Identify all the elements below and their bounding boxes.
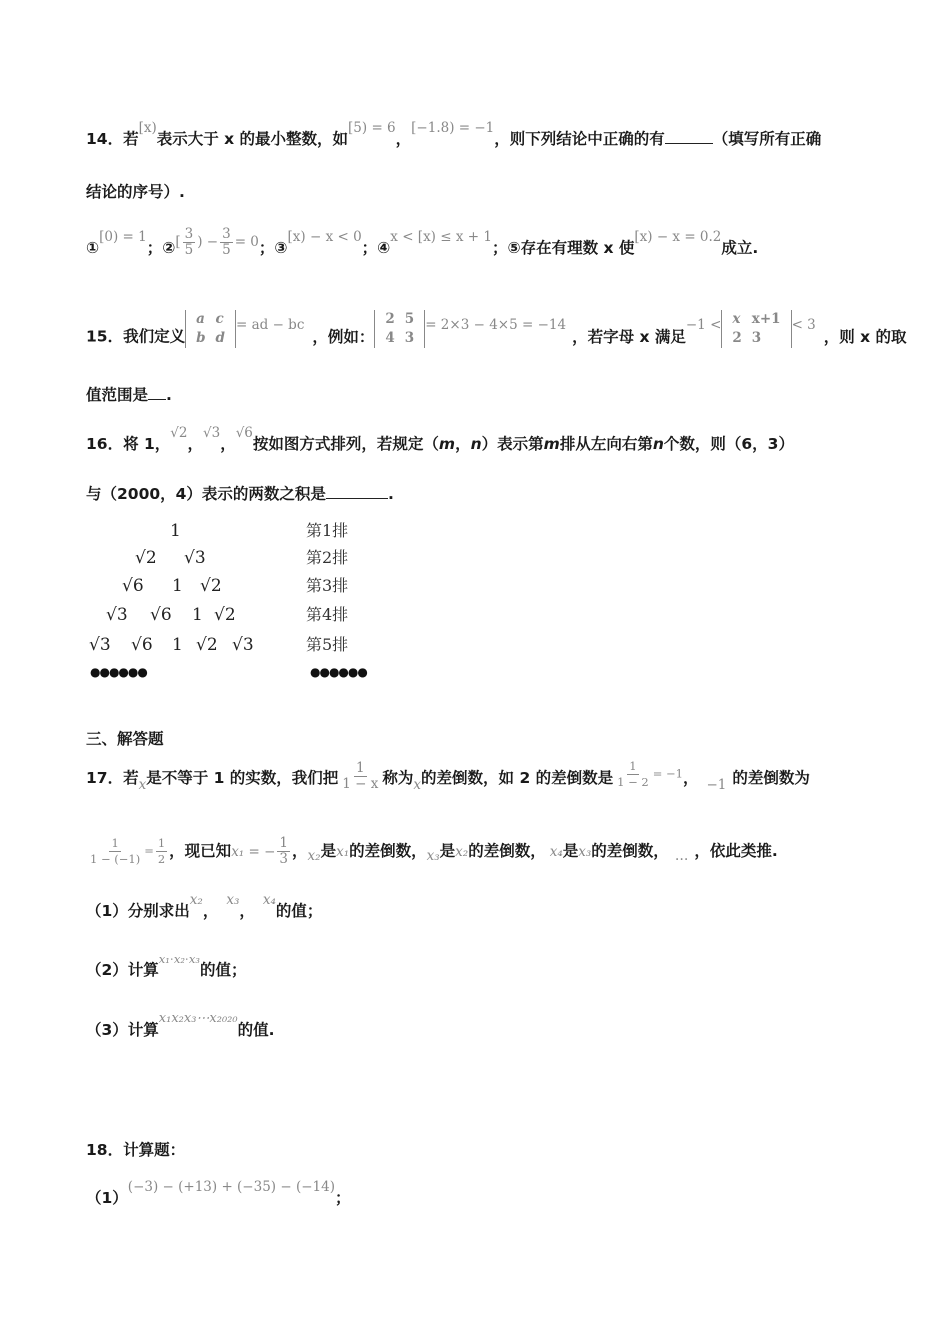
- q16-line-1: 16．将 1，√2，√3，√6按如图方式排列，若规定（m，n）表示第m排从左向右第n个数，则（6，3）: [86, 424, 794, 453]
- section-heading: 三、解答题: [86, 730, 164, 748]
- math-example-2: [−1.8) = −1: [411, 119, 495, 136]
- tri-r4-1: √3: [106, 605, 128, 625]
- q15-line-1: 15．我们定义 a c b d = ad − bc，例如： 2 5 4 3 = 2×3 − 4×5 = −14，若字母 x 满足−1 < x x+1 2 3 < 3，则 x 的取: [86, 311, 907, 346]
- q18-sub-1: （1）(−3) − (+13) + (−35) − (−14)；: [86, 1186, 351, 1211]
- option-3-math: [x) − x < 0: [287, 228, 362, 245]
- option-1-math: [0) = 1: [99, 228, 147, 245]
- tri-r3-1: √6: [122, 576, 144, 596]
- row-label-1: 第1排: [306, 521, 349, 540]
- tri-r4-4: √2: [214, 605, 236, 625]
- q16-line-2: 与（2000，4）表示的两数之积是 .: [86, 485, 394, 503]
- q14-line-1: 14．若[x)表示大于 x 的最小整数，如[5) = 6，[−1.8) = −1，则下列结论中正确的有 （填写所有正确: [86, 127, 821, 152]
- q17-sub-1: （1）分别求出x₂，x₃，x₄的值；: [86, 891, 323, 920]
- triangle-continuation-dots: ●●●●●●: [90, 665, 147, 679]
- determinant-definition: a c b d: [185, 310, 236, 348]
- tri-r1-1: 1: [170, 521, 181, 541]
- answer-blank[interactable]: [665, 129, 713, 144]
- tri-r4-2: √6: [150, 605, 172, 625]
- tri-r5-5: √3: [232, 635, 254, 655]
- determinant-example: 2 5 4 3: [374, 310, 425, 348]
- answer-blank[interactable]: [326, 484, 388, 499]
- tri-r2-1: √2: [135, 548, 157, 568]
- tri-r5-2: √6: [131, 635, 153, 655]
- row-label-4: 第4排: [306, 605, 349, 624]
- answer-blank[interactable]: [148, 385, 166, 400]
- q17-line-1: 17．若x是不等于 1 的实数，我们把 $\frac{1}{1 - x}$ 称为x的差倒数，如 2 的差倒数是 $\frac{1}{1 - 2}$ = −1， −1 的差倒数为: [86, 759, 810, 793]
- tri-r3-3: √2: [200, 576, 222, 596]
- q14-options: ①[0) = 1；②[ $\frac{3}{5}$ ) − $\frac{3}{5}$ = 0；③[x) − x < 0；④x < [x) ≤ x + 1；⑤存在有理数 x 使[x) − x = 0.2成立.: [86, 226, 759, 258]
- q17-sub-2: （2）计算x₁⋅x₂⋅x₃的值；: [86, 951, 247, 979]
- tri-r5-1: √3: [89, 635, 111, 655]
- math-example-1: [5) = 6: [348, 119, 396, 136]
- tri-r3-2: 1: [172, 576, 183, 596]
- option-5-math: [x) − x = 0.2: [634, 228, 722, 245]
- label-continuation-dots: ●●●●●●: [310, 665, 367, 679]
- q15-line-2: 值范围是 .: [86, 386, 172, 404]
- tri-r5-4: √2: [196, 635, 218, 655]
- determinant-condition: x x+1 2 3: [721, 310, 791, 348]
- q17-sub-3: （3）计算x₁x₂x₃⋯x₂₀₂₀的值.: [86, 1010, 275, 1039]
- tri-r4-3: 1: [192, 605, 203, 625]
- row-label-3: 第3排: [306, 576, 349, 595]
- row-label-2: 第2排: [306, 548, 349, 567]
- row-label-5: 第5排: [306, 635, 349, 654]
- q18-title: 18．计算题：: [86, 1141, 186, 1159]
- option-2-math: [ $\frac{3}{5}$ ) − $\frac{3}{5}$ = 0: [175, 226, 259, 258]
- math-ceil-x: [x): [138, 119, 157, 136]
- q14-line-2: 结论的序号）.: [86, 183, 185, 201]
- tri-r2-2: √3: [184, 548, 206, 568]
- tri-r5-3: 1: [172, 635, 183, 655]
- q18-expression: (−3) − (+13) + (−35) − (−14): [127, 1178, 335, 1195]
- q17-line-2: $\frac{1}{1 - (-1)}$ = $\frac{1}{2}$ ，现已知x₁ = − $\frac{1}{3}$ ，x₂是x₁的差倒数，x₃是x₂的差倒数， x₄是x₃的差倒数， … ，依此类推.: [90, 835, 778, 867]
- option-4-math: x < [x) ≤ x + 1: [390, 228, 492, 245]
